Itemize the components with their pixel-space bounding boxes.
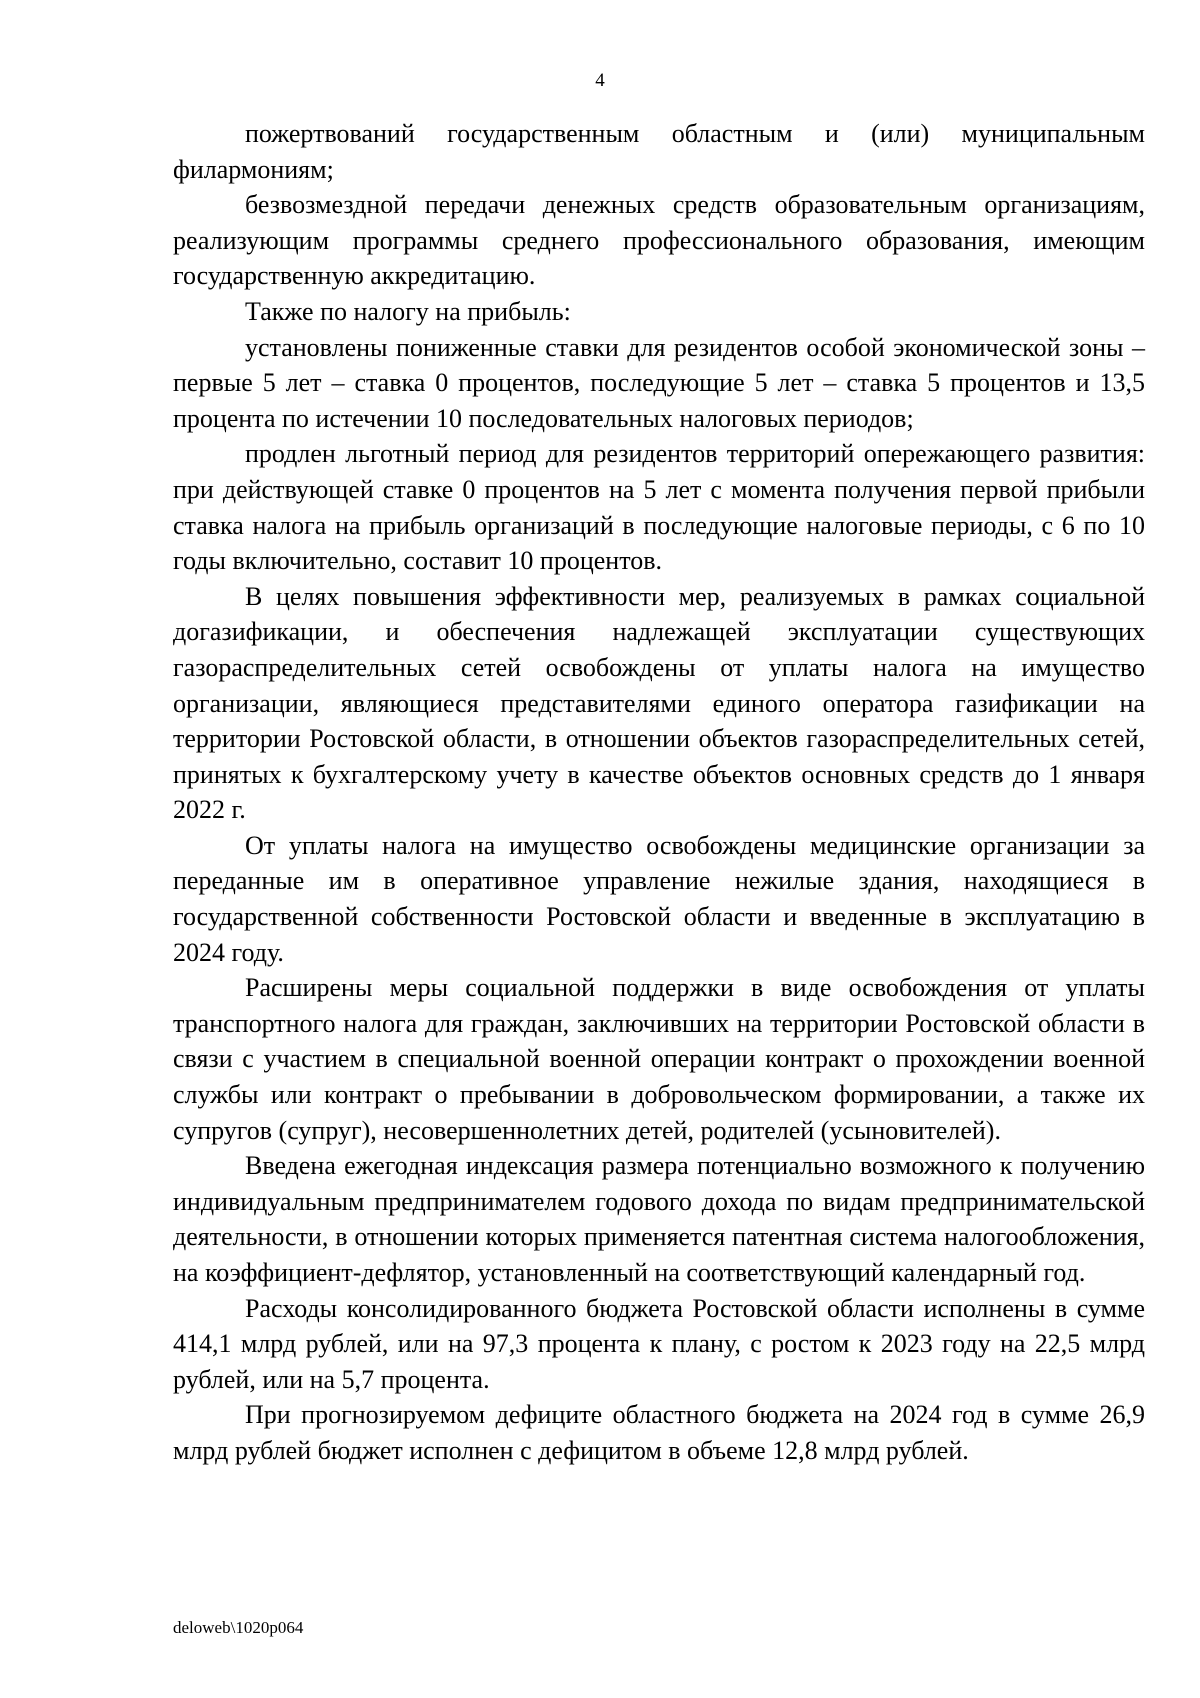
document-body [173, 116, 1145, 1469]
paragraph-medical-organizations: От уплаты налога на имущество освобождены медицинские организации за переданные им в оперативное управление нежилые здания, находящиеся в государственной собственности Ростовской области и введенные в эксплуатацию в 2024 году. [173, 830, 1145, 967]
paragraph-profit-tax-intro: Также по налогу на прибыль: [245, 296, 571, 326]
paragraph-deficit: При прогнозируемом дефиците областного бюджета на 2024 год в сумме 26,9 млрд рублей бюджет исполнен с дефицитом в объеме 12,8 млрд рублей. [173, 1400, 1145, 1465]
paragraph-special-economic-zone: установлены пониженные ставки для резидентов особой экономической зоны – первые 5 лет – ставка 0 процентов, последующие 5 лет – ставка 5 процентов и 13,5 процента по истечении 10 последовательных налоговых периодов; [173, 332, 1145, 433]
paragraph-patent-system: Введена ежегодная индексация размера потенциально возможного к получению индивидуальным предпринимателем годового дохода по видам предпринимательской деятельности, в отношении которых применяется патентная система налогообложения, на коэффициент-дефлятор, установленный на соответствующий календарный год. [173, 1151, 1145, 1287]
paragraph-advanced-development: продлен льготный период для резидентов территорий опережающего развития: при действующей ставке 0 процентов на 5 лет с момента получения первой прибыли ставка налога на прибыль организаций в последующие налоговые периоды, с 6 по 10 годы включительно, составит 10 процентов. [173, 439, 1145, 576]
paragraph-gasification: В целях повышения эффективности мер, реализуемых в рамках социальной догазификации, и обеспечения надлежащей эксплуатации существующих газораспределительных сетей освобождены от уплаты налога на имущество организации, являющиеся представителями единого оператора газификации на территории Ростовской области, в отношении объектов газораспределительных сетей, принятых к бухгалтерскому учету в качестве объектов основных средств до 1 января 2022 г. [173, 581, 1145, 825]
paragraph-education-transfer: безвозмездной передачи денежных средств образовательным организациям, реализующим программы среднего профессионального образования, имеющим государственную аккредитацию. [173, 190, 1145, 291]
paragraph-expenditures: Расходы консолидированного бюджета Ростовской области исполнены в сумме 414,1 млрд рублей, или на 97,3 процента к плану, с ростом к 2023 году на 22,5 млрд рублей, или на 5,7 процента. [173, 1293, 1145, 1394]
paragraph-philharmonic-donations: пожертвований государственным областным и (или) муниципальным филармониям; [173, 119, 1145, 184]
page-number: 4 [595, 70, 605, 91]
document-footer-code: deloweb\1020p064 [173, 1618, 304, 1637]
paragraph-transport-tax: Расширены меры социальной поддержки в виде освобождения от уплаты транспортного налога для граждан, заключивших на территории Ростовской области в связи с участием в специальной военной операции контракт о прохождении военной службы или контракт о пребывании в добровольческом формировании, а также их супругов (супруг), несовершеннолетних детей, родителей (усыновителей). [173, 973, 1145, 1145]
